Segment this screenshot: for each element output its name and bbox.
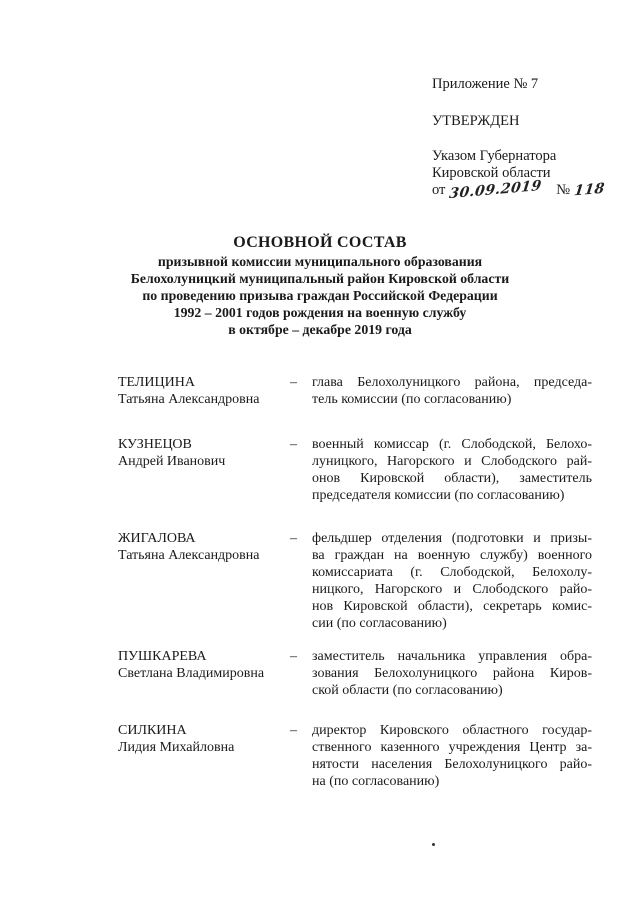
member-entry (118, 374, 592, 408)
role-line: зования Белохолуницкого района Киров- (312, 666, 592, 681)
role-line: сии (по согласованию) (312, 616, 447, 631)
number-prefix: № (556, 182, 571, 198)
member-dash: – (290, 375, 297, 390)
role-line: ской области (по согласованию) (312, 683, 503, 698)
role-line: председателя комиссии (по согласованию) (312, 488, 565, 503)
member-role (312, 722, 592, 790)
heading-line-1: призывной комиссии муниципального образования (157, 254, 483, 269)
member-given-name: Татьяна Александровна (118, 548, 260, 563)
role-line: военный комиссар (г. Слободской, Белохо- (312, 437, 592, 452)
handwritten-date: 30.09.2019 (448, 177, 543, 203)
appendix-label: Приложение № 7 (432, 76, 539, 92)
role-line: комиссариата (г. Слободской, Белохолу- (312, 565, 592, 580)
member-name (118, 648, 290, 682)
member-surname: ПУШКАРЕВА (118, 649, 207, 664)
member-given-name: Лидия Михайловна (118, 740, 235, 755)
role-line: на (по согласованию) (312, 774, 440, 789)
role-line: директор Кировского областного государ- (312, 723, 592, 738)
member-name (118, 436, 290, 470)
role-line: тель комиссии (по согласованию) (312, 392, 512, 407)
member-surname: ЖИГАЛОВА (118, 531, 196, 546)
heading-line-3: по проведению призыва граждан Российской Федерации (142, 288, 498, 303)
date-prefix: от (432, 182, 446, 198)
member-dash: – (290, 723, 297, 738)
role-line: онов Кировской области), заместитель (312, 471, 592, 486)
member-name (118, 374, 290, 408)
member-role (312, 648, 592, 699)
member-surname: СИЛКИНА (118, 723, 187, 738)
member-surname: ТЕЛИЦИНА (118, 375, 195, 390)
role-line: заместитель начальника управления обра- (312, 649, 592, 664)
decree-line-1: Указом Губернатора (432, 148, 557, 164)
member-role (312, 374, 592, 408)
member-given-name: Татьяна Александровна (118, 392, 260, 407)
member-role (312, 436, 592, 504)
member-dash: – (290, 531, 297, 546)
scan-speck (432, 843, 435, 846)
role-line: нятости населения Белохолуницкого райо- (312, 757, 592, 772)
member-role (312, 530, 592, 632)
document-title: ОСНОВНОЙ СОСТАВ (233, 234, 407, 251)
member-given-name: Андрей Иванович (118, 454, 226, 469)
heading-line-2: Белохолуницкий муниципальный район Кировской области (130, 271, 510, 286)
member-dash: – (290, 649, 297, 664)
member-entry (118, 436, 592, 504)
member-surname: КУЗНЕЦОВ (118, 437, 192, 452)
member-given-name: Светлана Владимировна (118, 666, 265, 681)
member-entry (118, 722, 592, 790)
role-line: ва граждан на военную службу) военного (312, 548, 592, 563)
member-entry (118, 648, 592, 699)
member-name (118, 530, 290, 564)
role-line: нов Кировской области), секретарь комис- (312, 599, 592, 614)
member-entry (118, 530, 592, 632)
document-heading (0, 233, 640, 338)
member-dash: – (290, 437, 297, 452)
handwritten-number: 118 (572, 180, 606, 200)
heading-line-5: в октябре – декабре 2019 года (228, 322, 412, 337)
role-line: ницкого, Нагорского и Слободского райо- (312, 582, 592, 597)
approval-block (432, 76, 606, 203)
member-name (118, 722, 290, 756)
role-line: фельдшер отделения (подготовки и призы- (312, 531, 592, 546)
role-line: глава Белохолуницкого района, председа- (312, 375, 592, 390)
role-line: ственного казенного учреждения Центр за- (312, 740, 592, 755)
decree-date-line (432, 177, 606, 203)
role-line: луницкого, Нагорского и Слободского рай- (312, 454, 592, 469)
approved-label: УТВЕРЖДЕН (432, 113, 520, 129)
heading-line-4: 1992 – 2001 годов рождения на военную службу (173, 305, 467, 320)
decree-line-2: Кировской области (432, 165, 551, 181)
